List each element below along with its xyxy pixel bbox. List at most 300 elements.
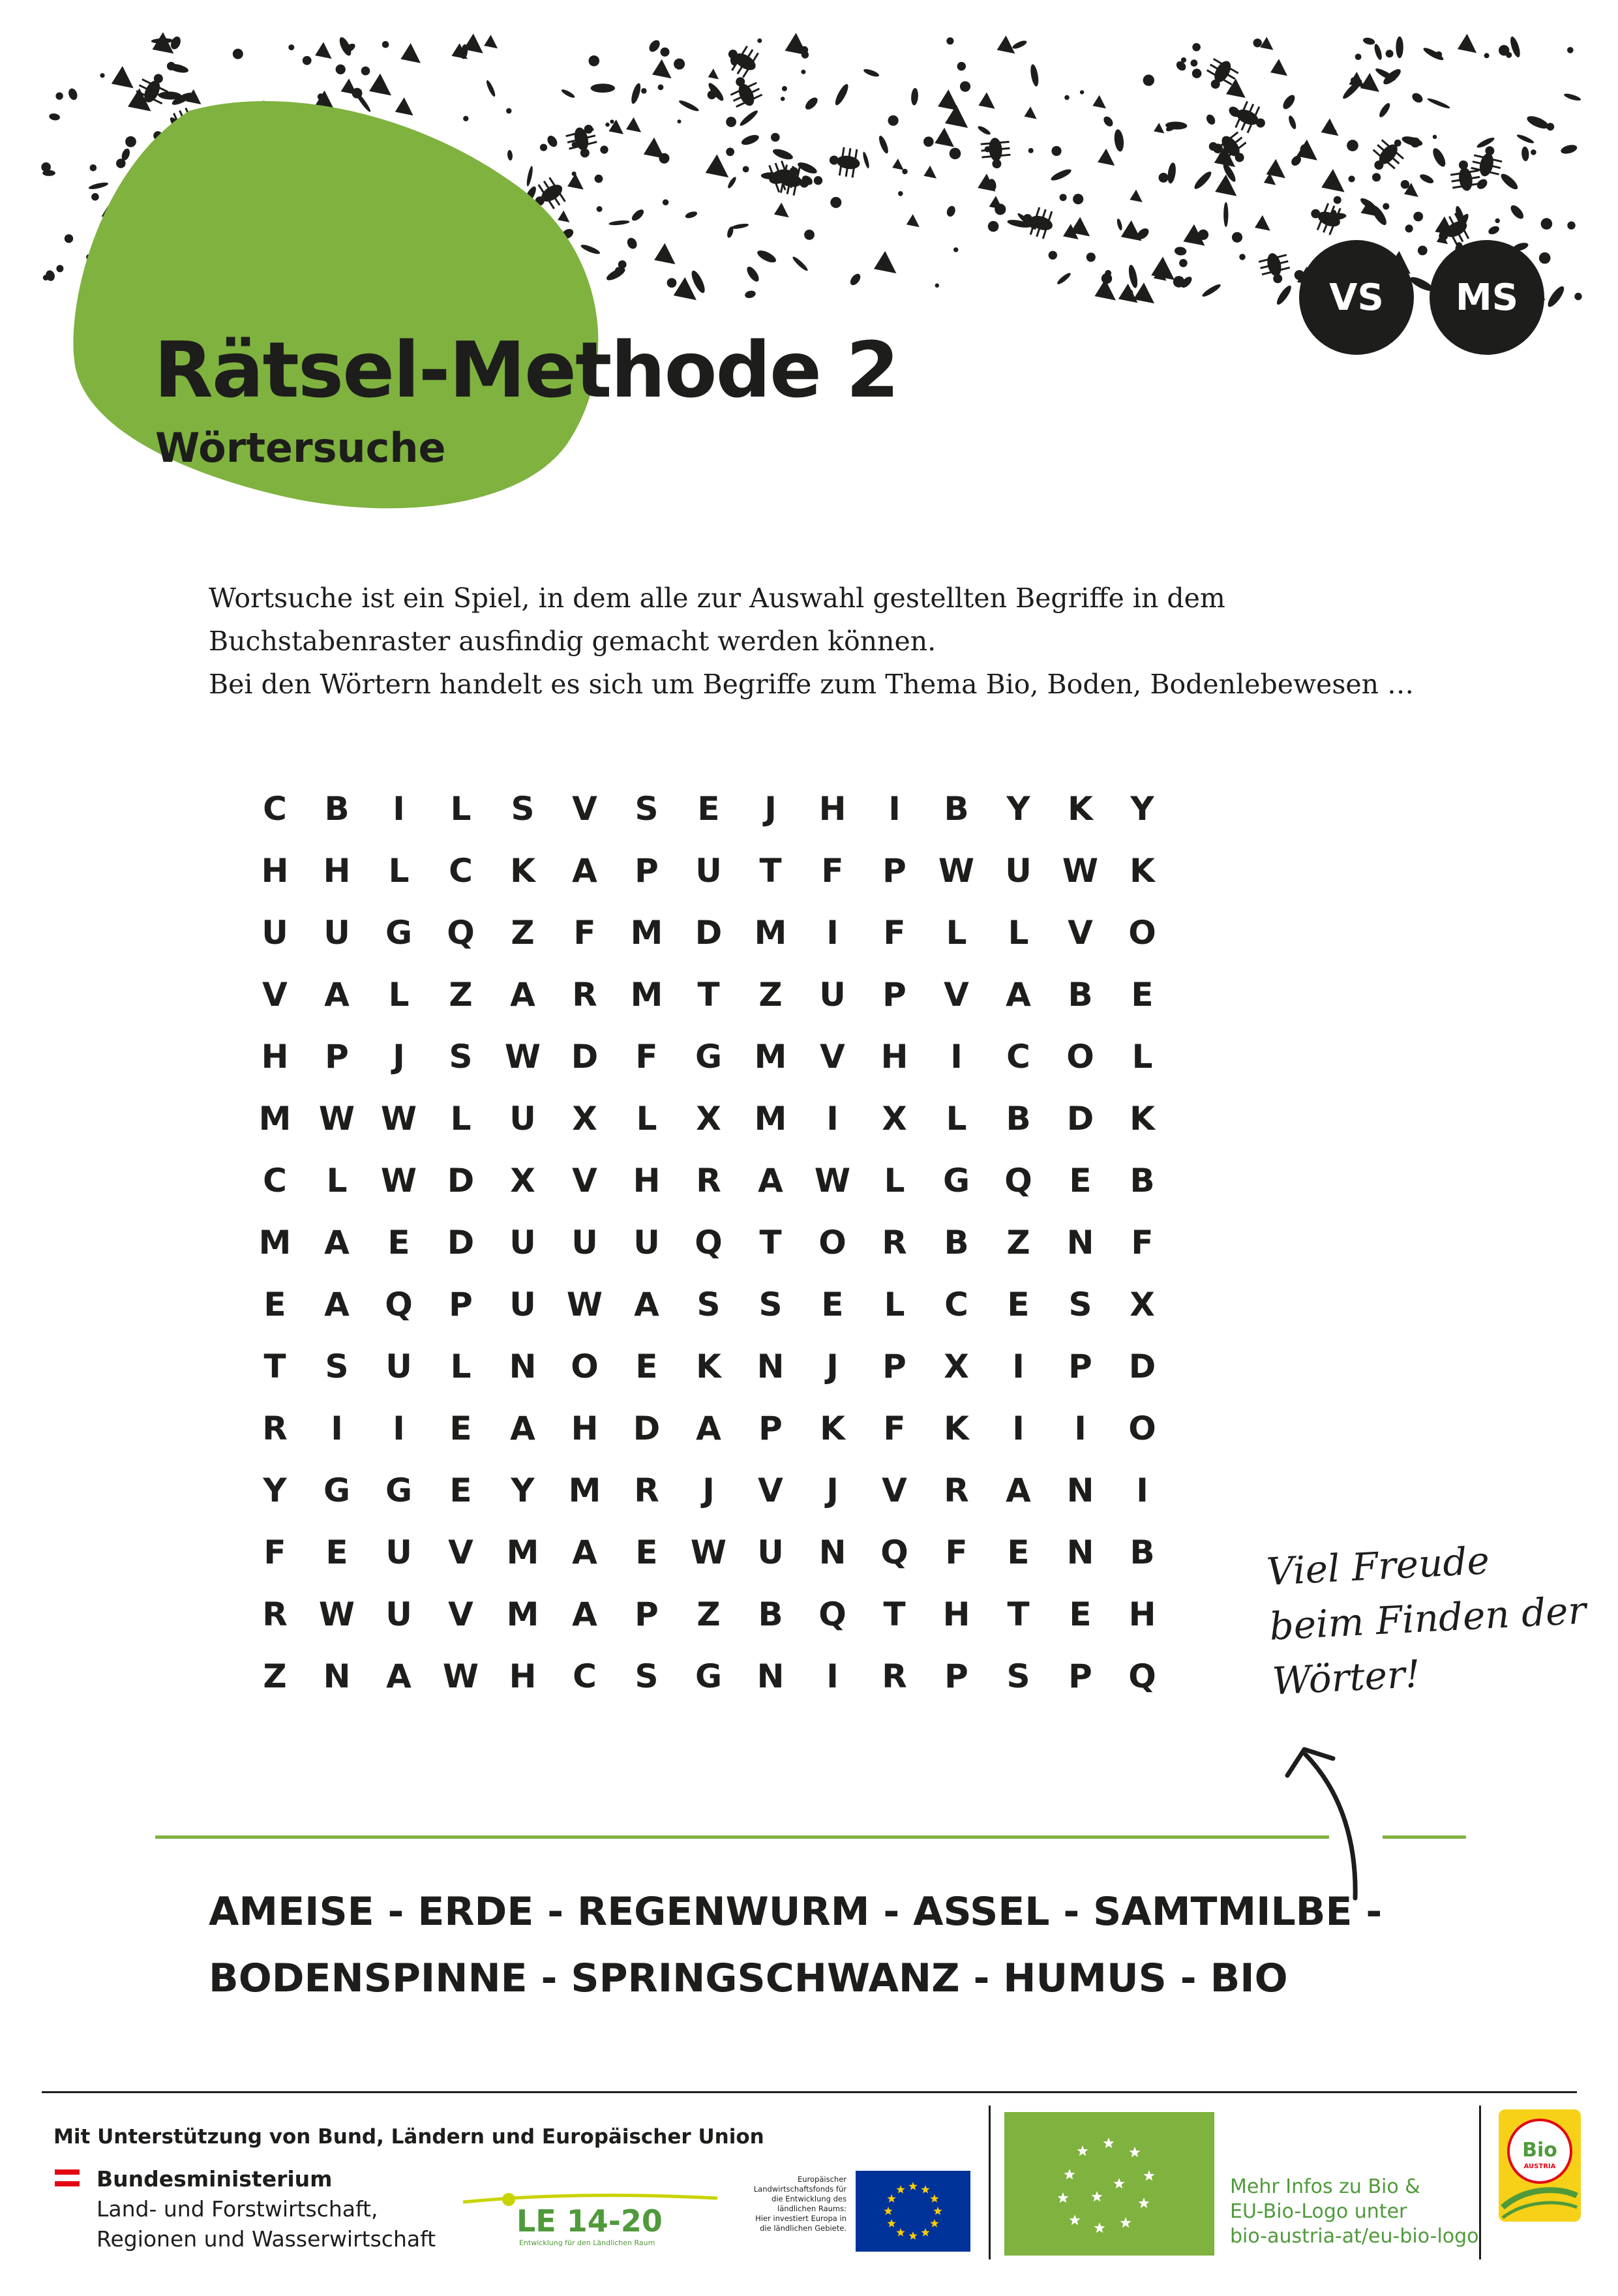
- grid-letter[interactable]: H: [880, 1037, 908, 1076]
- grid-letter[interactable]: S: [1006, 1657, 1030, 1695]
- grid-letter[interactable]: H: [261, 851, 289, 890]
- grid-letter[interactable]: U: [509, 1223, 536, 1261]
- grid-letter[interactable]: D: [633, 1409, 661, 1447]
- grid-letter[interactable]: Q: [695, 1223, 723, 1261]
- grid-letter[interactable]: L: [450, 1347, 472, 1385]
- speck: [1351, 77, 1357, 83]
- grid-letter[interactable]: Z: [263, 1657, 287, 1695]
- speck: [167, 62, 175, 70]
- grid-letter[interactable]: G: [323, 1471, 351, 1509]
- grid-letter[interactable]: I: [331, 1409, 343, 1447]
- grid-letter[interactable]: M: [630, 975, 663, 1014]
- speck: [663, 200, 668, 205]
- grid-letter[interactable]: N: [1066, 1471, 1094, 1509]
- grid-letter[interactable]: H: [509, 1657, 537, 1695]
- grid-letter[interactable]: H: [633, 1161, 661, 1200]
- speck: [369, 74, 391, 96]
- grid-letter[interactable]: D: [571, 1037, 599, 1076]
- grid-letter[interactable]: R: [262, 1595, 288, 1633]
- speck: [1098, 149, 1115, 166]
- grid-letter[interactable]: Y: [263, 1471, 287, 1509]
- speck: [395, 97, 413, 115]
- grid-letter[interactable]: V: [572, 789, 597, 828]
- grid-letter[interactable]: A: [696, 1409, 721, 1447]
- grid-letter[interactable]: C: [573, 1657, 597, 1695]
- grid-letter[interactable]: Q: [880, 1533, 908, 1571]
- eu-flag-icon: [856, 2171, 970, 2252]
- grid-row: [244, 1335, 1173, 1397]
- grid-letter[interactable]: H: [818, 789, 846, 828]
- grid-letter[interactable]: I: [393, 1409, 405, 1447]
- grid-letter[interactable]: T: [263, 1347, 286, 1385]
- grid-letter[interactable]: T: [883, 1595, 906, 1633]
- grid-letter[interactable]: U: [385, 1347, 412, 1385]
- grid-letter[interactable]: O: [818, 1223, 846, 1261]
- speck: [1060, 194, 1067, 201]
- grid-letter[interactable]: L: [946, 913, 967, 952]
- grid-letter[interactable]: A: [386, 1657, 412, 1695]
- grid-letter[interactable]: S: [697, 1285, 721, 1323]
- grid-letter[interactable]: K: [1130, 1099, 1155, 1138]
- grid-letter[interactable]: T: [759, 1223, 782, 1261]
- ministry-line: Land- und Forstwirtschaft,: [97, 2196, 378, 2222]
- grid-letter[interactable]: E: [1069, 1161, 1092, 1200]
- grid-letter[interactable]: G: [385, 1471, 413, 1509]
- grid-letter[interactable]: Q: [818, 1595, 846, 1633]
- grid-letter[interactable]: A: [324, 1223, 350, 1261]
- speck: [667, 278, 677, 288]
- speck: [1545, 284, 1566, 309]
- grid-letter[interactable]: S: [325, 1347, 349, 1385]
- grid-letter[interactable]: I: [1136, 1471, 1148, 1509]
- grid-letter[interactable]: J: [764, 789, 777, 828]
- grid-letter[interactable]: E: [1007, 1533, 1030, 1571]
- grid-letter[interactable]: R: [634, 1471, 659, 1509]
- grid-letter[interactable]: G: [942, 1161, 970, 1200]
- speck: [1191, 59, 1198, 67]
- grid-letter[interactable]: V: [572, 1161, 597, 1200]
- grid-letter[interactable]: O: [571, 1347, 599, 1385]
- speck: [708, 68, 719, 79]
- grid-letter[interactable]: H: [571, 1409, 599, 1447]
- speck: [336, 65, 346, 74]
- grid-letter[interactable]: K: [510, 851, 535, 890]
- grid-letter[interactable]: X: [882, 1099, 907, 1138]
- speck: [1331, 129, 1336, 134]
- grid-letter[interactable]: U: [695, 851, 722, 890]
- grid-letter[interactable]: C: [263, 789, 287, 828]
- footer-divider: [42, 2091, 1577, 2093]
- speck: [953, 247, 958, 252]
- grid-letter[interactable]: X: [1130, 1285, 1155, 1323]
- grid-letter[interactable]: E: [325, 1533, 348, 1571]
- speck: [652, 59, 672, 79]
- grid-letter[interactable]: P: [1068, 1347, 1092, 1385]
- grid-letter[interactable]: I: [826, 913, 839, 952]
- speck: [1418, 246, 1428, 256]
- grid-letter[interactable]: B: [1130, 1161, 1155, 1200]
- grid-letter[interactable]: A: [1006, 975, 1031, 1014]
- grid-letter[interactable]: F: [945, 1533, 968, 1571]
- grid-letter[interactable]: K: [1068, 789, 1093, 828]
- grid-letter[interactable]: Q: [1004, 1161, 1032, 1200]
- grid-letter[interactable]: L: [1008, 913, 1029, 952]
- grid-letter[interactable]: A: [572, 1595, 597, 1633]
- grid-letter[interactable]: N: [1066, 1533, 1094, 1571]
- grid-letter[interactable]: G: [695, 1037, 723, 1076]
- grid-letter[interactable]: M: [754, 1099, 787, 1138]
- speck: [595, 175, 603, 183]
- speck: [1270, 59, 1287, 76]
- ministry-line: Regionen und Wasserwirtschaft: [97, 2226, 436, 2252]
- speck: [1011, 39, 1028, 50]
- grid-letter[interactable]: M: [630, 913, 663, 952]
- grid-letter[interactable]: S: [449, 1037, 473, 1076]
- grid-letter[interactable]: N: [757, 1347, 785, 1385]
- speck: [526, 166, 534, 187]
- grid-letter[interactable]: Z: [758, 975, 783, 1014]
- grid-letter[interactable]: J: [826, 1347, 839, 1385]
- speck: [1255, 215, 1270, 231]
- grid-letter[interactable]: V: [882, 1471, 907, 1509]
- le-logo-text: LE 14-20: [517, 2203, 663, 2239]
- grid-letter[interactable]: N: [509, 1347, 537, 1385]
- grid-letter[interactable]: R: [882, 1657, 907, 1695]
- grid-letter[interactable]: W: [442, 1657, 479, 1695]
- grid-letter[interactable]: U: [262, 913, 288, 952]
- grid-letter[interactable]: F: [821, 851, 844, 890]
- grid-letter[interactable]: E: [821, 1285, 844, 1323]
- grid-letter[interactable]: B: [1130, 1533, 1155, 1571]
- bug-icon: [725, 72, 764, 112]
- grid-letter[interactable]: V: [448, 1595, 473, 1633]
- speck: [804, 230, 815, 240]
- grid-letter[interactable]: W: [380, 1099, 417, 1138]
- grid-letter[interactable]: U: [385, 1533, 412, 1571]
- grid-letter[interactable]: T: [1007, 1595, 1030, 1633]
- grid-letter[interactable]: F: [635, 1037, 658, 1076]
- grid-letter[interactable]: T: [697, 975, 720, 1014]
- speck: [923, 166, 936, 179]
- speck: [946, 37, 953, 44]
- grid-letter[interactable]: Q: [1128, 1657, 1156, 1695]
- grid-letter[interactable]: Y: [511, 1471, 535, 1509]
- grid-letter[interactable]: A: [1006, 1471, 1031, 1509]
- grid-letter[interactable]: P: [635, 1595, 659, 1633]
- grid-letter[interactable]: X: [572, 1099, 597, 1138]
- grid-letter[interactable]: E: [697, 789, 720, 828]
- grid-letter[interactable]: E: [1131, 975, 1154, 1014]
- grid-letter[interactable]: H: [942, 1595, 970, 1633]
- speck: [507, 150, 513, 161]
- grid-letter[interactable]: A: [324, 1285, 350, 1323]
- grid-letter[interactable]: U: [509, 1285, 536, 1323]
- grid-letter[interactable]: S: [758, 1285, 783, 1323]
- grid-letter[interactable]: I: [826, 1099, 839, 1138]
- ministry-name: [97, 2164, 436, 2254]
- grid-letter[interactable]: D: [695, 913, 723, 952]
- speck: [100, 73, 104, 78]
- grid-letter[interactable]: U: [1005, 851, 1032, 890]
- grid-letter[interactable]: M: [754, 913, 787, 952]
- grid-letter[interactable]: E: [263, 1285, 286, 1323]
- grid-letter[interactable]: N: [1066, 1223, 1094, 1261]
- speck: [1260, 37, 1273, 50]
- grid-letter[interactable]: O: [1066, 1037, 1094, 1076]
- grid-letter[interactable]: M: [258, 1223, 292, 1261]
- grid-letter[interactable]: W: [690, 1533, 727, 1571]
- grid-letter[interactable]: W: [318, 1099, 355, 1138]
- intro-line: Bei den Wörtern handelt es sich um Begriffe zum Thema Bio, Boden, Bodenlebewesen …: [209, 669, 1415, 700]
- speck: [995, 204, 1006, 215]
- grid-letter[interactable]: B: [944, 1223, 969, 1261]
- grid-letter[interactable]: W: [938, 851, 975, 890]
- grid-letter[interactable]: P: [635, 851, 659, 890]
- speck: [1433, 135, 1437, 139]
- grid-letter[interactable]: E: [635, 1533, 658, 1571]
- grid-letter[interactable]: B: [758, 1595, 783, 1633]
- grid-letter[interactable]: Z: [449, 975, 473, 1014]
- grid-letter[interactable]: U: [571, 1223, 598, 1261]
- grid-letter[interactable]: V: [820, 1037, 845, 1076]
- grid-letter[interactable]: R: [944, 1471, 969, 1509]
- grid-letter[interactable]: L: [884, 1161, 905, 1200]
- grid-letter[interactable]: V: [448, 1533, 473, 1571]
- grid-letter[interactable]: C: [944, 1285, 968, 1323]
- grid-letter[interactable]: I: [393, 789, 405, 828]
- grid-row: [244, 1025, 1173, 1087]
- grid-letter[interactable]: A: [510, 975, 535, 1014]
- grid-letter[interactable]: E: [449, 1409, 472, 1447]
- grid-letter[interactable]: U: [633, 1223, 660, 1261]
- grid-letter[interactable]: W: [1062, 851, 1099, 890]
- grid-letter[interactable]: Z: [697, 1595, 721, 1633]
- speck: [1567, 47, 1574, 53]
- grid-letter[interactable]: R: [262, 1409, 288, 1447]
- grid-letter[interactable]: A: [510, 1409, 535, 1447]
- organic-info-line: Mehr Infos zu Bio &: [1230, 2175, 1420, 2198]
- grid-letter[interactable]: A: [758, 1161, 783, 1200]
- grid-letter[interactable]: P: [882, 975, 906, 1014]
- speck: [1411, 91, 1425, 105]
- speck: [658, 84, 664, 90]
- grid-letter[interactable]: P: [449, 1285, 473, 1323]
- grid-letter[interactable]: I: [950, 1037, 963, 1076]
- speck: [727, 176, 738, 190]
- speck: [1179, 259, 1188, 267]
- grid-letter[interactable]: D: [1066, 1099, 1094, 1138]
- grid-letter[interactable]: D: [447, 1223, 475, 1261]
- grid-letter[interactable]: R: [572, 975, 597, 1014]
- speck: [654, 243, 675, 264]
- grid-letter[interactable]: U: [323, 913, 350, 952]
- grid-letter[interactable]: Y: [1130, 789, 1154, 828]
- grid-letter[interactable]: M: [754, 1037, 787, 1076]
- grid-letter[interactable]: T: [759, 851, 782, 890]
- grid-letter[interactable]: L: [388, 975, 410, 1014]
- grid-letter[interactable]: L: [946, 1099, 967, 1138]
- speck: [48, 113, 60, 121]
- grid-letter[interactable]: O: [1128, 913, 1156, 952]
- grid-letter[interactable]: G: [695, 1657, 723, 1695]
- grid-letter[interactable]: P: [1068, 1657, 1092, 1695]
- grid-letter[interactable]: Z: [1006, 1223, 1030, 1261]
- grid-letter[interactable]: W: [380, 1161, 417, 1200]
- grid-letter[interactable]: L: [326, 1161, 348, 1200]
- grid-letter[interactable]: A: [572, 1533, 597, 1571]
- grid-letter[interactable]: V: [1068, 913, 1093, 952]
- grid-letter[interactable]: D: [447, 1161, 475, 1200]
- grid-letter[interactable]: J: [393, 1037, 405, 1076]
- grid-letter[interactable]: Q: [385, 1285, 413, 1323]
- grid-letter[interactable]: U: [757, 1533, 784, 1571]
- grid-letter[interactable]: P: [758, 1409, 783, 1447]
- grid-letter[interactable]: I: [888, 789, 901, 828]
- grid-letter[interactable]: W: [566, 1285, 603, 1323]
- grid-letter[interactable]: L: [450, 789, 472, 828]
- grid-letter[interactable]: Q: [447, 913, 475, 952]
- speck: [1560, 144, 1578, 155]
- grid-letter[interactable]: S: [511, 789, 535, 828]
- grid-letter[interactable]: I: [826, 1657, 839, 1695]
- grid-letter[interactable]: F: [263, 1533, 286, 1571]
- grid-letter[interactable]: B: [1068, 975, 1093, 1014]
- speck: [580, 243, 601, 256]
- grid-letter[interactable]: H: [323, 851, 351, 890]
- grid-letter[interactable]: V: [944, 975, 969, 1014]
- grid-letter[interactable]: S: [635, 1657, 659, 1695]
- organic-info-line: EU-Bio-Logo unter: [1230, 2200, 1407, 2223]
- eafrd-line: Landwirtschaftsfonds für: [753, 2184, 846, 2194]
- grid-letter[interactable]: E: [387, 1223, 410, 1261]
- grid-letter[interactable]: C: [1006, 1037, 1030, 1076]
- grid-letter[interactable]: I: [1012, 1409, 1025, 1447]
- grid-letter[interactable]: B: [1006, 1099, 1031, 1138]
- speck: [756, 248, 778, 265]
- grid-letter[interactable]: U: [385, 1595, 412, 1633]
- speck: [1192, 170, 1214, 191]
- speck: [1458, 34, 1476, 53]
- grid-letter[interactable]: E: [1007, 1285, 1030, 1323]
- grid-row: [244, 1583, 1173, 1645]
- grid-letter[interactable]: K: [944, 1409, 969, 1447]
- speck: [1192, 43, 1201, 52]
- grid-letter[interactable]: I: [1012, 1347, 1025, 1385]
- speck: [1521, 146, 1529, 161]
- grid-letter[interactable]: W: [318, 1595, 355, 1633]
- grid-letter[interactable]: D: [1128, 1347, 1156, 1385]
- grid-letter[interactable]: X: [696, 1099, 721, 1138]
- speck: [781, 97, 785, 101]
- bio-logo-text: Bio: [1522, 2139, 1557, 2162]
- grid-letter[interactable]: A: [572, 851, 597, 890]
- speck: [1567, 221, 1575, 229]
- grid-letter[interactable]: Y: [1006, 789, 1030, 828]
- speck: [689, 269, 708, 294]
- grid-letter[interactable]: P: [944, 1657, 968, 1695]
- grid-letter[interactable]: P: [325, 1037, 349, 1076]
- grid-letter[interactable]: U: [819, 975, 846, 1014]
- grid-letter[interactable]: M: [568, 1471, 601, 1509]
- grid-letter[interactable]: R: [882, 1223, 907, 1261]
- speck: [1064, 95, 1070, 100]
- grid-letter[interactable]: E: [449, 1471, 472, 1509]
- grid-letter[interactable]: C: [449, 851, 473, 890]
- speck: [1116, 218, 1123, 231]
- grid-letter[interactable]: J: [702, 1471, 715, 1509]
- grid-letter[interactable]: M: [506, 1533, 539, 1571]
- grid-letter[interactable]: A: [324, 975, 350, 1014]
- speck: [1334, 196, 1341, 204]
- grid-letter[interactable]: P: [882, 1347, 906, 1385]
- grid-letter[interactable]: V: [262, 975, 288, 1014]
- grid-row: [244, 963, 1173, 1025]
- grid-letter[interactable]: K: [696, 1347, 721, 1385]
- grid-letter[interactable]: L: [1131, 1037, 1153, 1076]
- grid-letter[interactable]: M: [506, 1595, 539, 1633]
- grid-letter[interactable]: E: [635, 1347, 658, 1385]
- grid-letter[interactable]: K: [820, 1409, 845, 1447]
- grid-letter[interactable]: O: [1128, 1409, 1156, 1447]
- grid-letter[interactable]: L: [884, 1285, 905, 1323]
- speck: [1499, 172, 1520, 192]
- grid-letter[interactable]: L: [388, 851, 410, 890]
- grid-letter[interactable]: X: [510, 1161, 535, 1200]
- grid-letter[interactable]: G: [385, 913, 413, 952]
- speck: [55, 93, 63, 100]
- grid-row: [244, 1211, 1173, 1273]
- grid-letter[interactable]: N: [818, 1533, 846, 1571]
- grid-letter[interactable]: P: [882, 851, 906, 890]
- grid-letter[interactable]: R: [696, 1161, 721, 1200]
- grid-letter[interactable]: Z: [511, 913, 535, 952]
- grid-letter[interactable]: F: [573, 913, 596, 952]
- grid-letter[interactable]: H: [1128, 1595, 1156, 1633]
- grid-letter[interactable]: L: [450, 1099, 472, 1138]
- speck: [116, 159, 126, 168]
- bio-austria-logo: [1499, 2109, 1581, 2222]
- speck: [1484, 53, 1490, 58]
- speck: [618, 260, 627, 269]
- grid-letter[interactable]: A: [634, 1285, 659, 1323]
- grid-letter[interactable]: W: [814, 1161, 851, 1200]
- footer-separator: [989, 2106, 991, 2259]
- grid-letter[interactable]: N: [323, 1657, 351, 1695]
- grid-letter[interactable]: M: [258, 1099, 292, 1138]
- grid-letter[interactable]: I: [1074, 1409, 1086, 1447]
- grid-letter[interactable]: B: [324, 789, 350, 828]
- grid-letter[interactable]: N: [757, 1657, 785, 1695]
- grid-letter[interactable]: L: [636, 1099, 657, 1138]
- grid-letter[interactable]: F: [883, 913, 906, 952]
- grid-letter[interactable]: S: [1068, 1285, 1092, 1323]
- grid-letter[interactable]: V: [758, 1471, 783, 1509]
- grid-letter[interactable]: F: [1131, 1223, 1154, 1261]
- grid-letter[interactable]: F: [883, 1409, 906, 1447]
- grid-letter[interactable]: H: [261, 1037, 289, 1076]
- grid-letter[interactable]: X: [944, 1347, 969, 1385]
- grid-letter[interactable]: C: [263, 1161, 287, 1200]
- grid-letter[interactable]: J: [826, 1471, 839, 1509]
- grid-letter[interactable]: W: [504, 1037, 541, 1076]
- grid-letter[interactable]: S: [635, 789, 659, 828]
- grid-letter[interactable]: K: [1130, 851, 1155, 890]
- speck: [782, 86, 787, 91]
- grid-letter[interactable]: B: [944, 789, 969, 828]
- speck: [591, 83, 615, 93]
- grid-letter[interactable]: U: [509, 1099, 536, 1138]
- grid-letter[interactable]: E: [1069, 1595, 1092, 1633]
